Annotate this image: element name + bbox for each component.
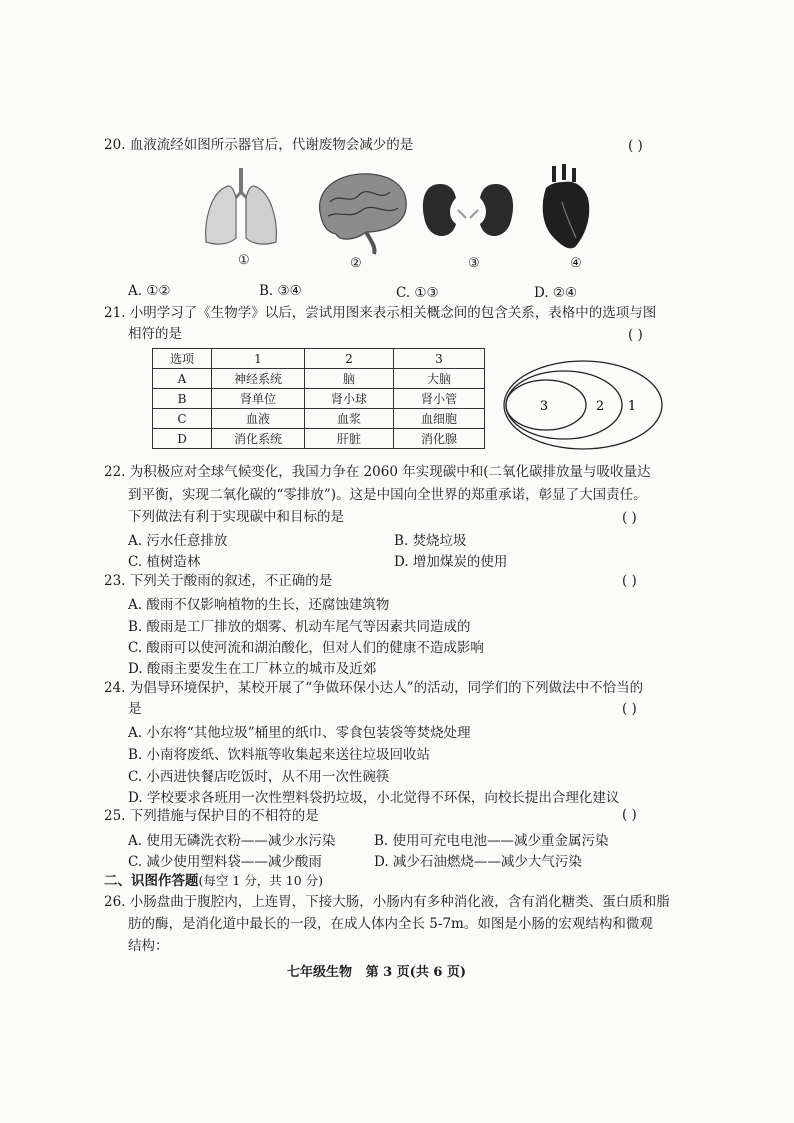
q21-stem-line-1: 21. 小明学习了《生物学》以后，尝试用图来表示相关概念间的包含关系，表格中的选项与图 [104,305,657,321]
table-cell: 2 [305,349,394,369]
q24-option-d: D. 学校要求各班用一次性塑料袋扔垃圾，小北觉得不环保，向校长提出合理化建议 [128,790,620,806]
q20-organs-figure [190,162,610,262]
table-cell: A [153,369,212,389]
table-cell: C [153,409,212,429]
table-cell: D [153,429,212,449]
table-cell: 1 [212,349,305,369]
q25-option-b: B. 使用可充电电池——减少重金属污染 [374,833,609,849]
table-cell: 血浆 [305,409,394,429]
table-cell: 消化腺 [394,429,485,449]
table-cell: B [153,389,212,409]
table-cell: 大脑 [394,369,485,389]
q24-stem-line-1: 24. 为倡导环境保护，某校开展了“争做环保小达人”的活动，同学们的下列做法中不恰当的 [104,680,644,696]
table-row [153,389,485,409]
q24-stem-line-2: 是 [128,701,142,717]
brain-icon [320,174,407,254]
q22-option-b: B. 焚烧垃圾 [394,533,467,549]
q25-option-d: D. 减少石油燃烧——减少大气污染 [374,854,582,870]
q21-venn-diagram [500,356,666,454]
q24-answer-paren: ( ) [622,701,637,717]
q20-option-d: D. ②④ [534,285,578,301]
q20-figure-label-2: ② [350,256,362,271]
q20-option-a: A. ①② [128,283,171,299]
q25-stem: 25. 下列措施与保护目的不相符的是 [104,808,319,824]
q23-option-c: C. 酸雨可以使河流和湖泊酸化，但对人们的健康不造成影响 [128,640,484,656]
q23-stem: 23. 下列关于酸雨的叙述，不正确的是 [104,573,333,589]
q22-option-a: A. 污水任意排放 [128,533,228,549]
table-header-row [153,349,485,369]
q25-option-c: C. 减少使用塑料袋——减少酸雨 [128,854,322,870]
q20-option-b: B. ③④ [259,283,302,299]
section-2-heading [104,872,323,890]
table-cell: 脑 [305,369,394,389]
q22-stem-line-3: 下列做法有利于实现碳中和目标的是 [128,509,344,525]
heart-icon [543,164,590,248]
q26-stem-line-2: 肪的酶，是消化道中最长的一段，在成人体内全长 5-7m。如图是小肠的宏观结构和微观 [128,916,653,932]
q23-option-a: A. 酸雨不仅影响植物的生长，还腐蚀建筑物 [128,597,390,613]
table-cell: 肾小球 [305,389,394,409]
kidneys-icon [423,184,513,236]
table-cell: 血液 [212,409,305,429]
q25-option-a: A. 使用无磷洗衣粉——减少水污染 [128,833,336,849]
q20-option-c: C. ①③ [396,285,439,301]
table-cell: 3 [394,349,485,369]
table-row [153,409,485,429]
section-2-title: 二、识图作答题 [104,873,199,889]
q22-stem-line-1: 22. 为积极应对全球气候变化，我国力争在 2060 年实现碳中和(二氧化碳排放量与吸收量达 [104,464,651,480]
q26-stem-line-1: 26. 小肠盘曲于腹腔内，上连胃，下接大肠，小肠内有多种消化液，含有消化糖类、蛋白质和脂 [104,894,670,910]
table-cell: 消化系统 [212,429,305,449]
q24-option-b: B. 小南将废纸、饮料瓶等收集起来送往垃圾回收站 [128,747,431,763]
page-footer: 七年级生物 第 3 页(共 6 页) [287,965,467,980]
q25-answer-paren: ( ) [622,807,637,823]
q20-figure-label-1: ① [238,253,250,268]
q22-option-d: D. 增加煤炭的使用 [394,554,508,570]
venn-label-3: 3 [539,399,549,414]
venn-label-2: 2 [595,399,605,414]
q22-option-c: C. 植树造林 [128,554,201,570]
table-cell: 选项 [153,349,212,369]
section-2-note: (每空 1 分，共 10 分) [198,873,324,888]
q20-stem: 20. 血液流经如图所示器官后，代谢废物会减少的是 [104,137,414,153]
q21-stem-line-2: 相符的是 [128,326,182,342]
q23-option-b: B. 酸雨是工厂排放的烟雾、机动车尾气等因素共同造成的 [128,619,471,635]
q22-answer-paren: ( ) [622,510,637,526]
table-cell: 神经系统 [212,369,305,389]
q21-answer-paren: ( ) [628,327,643,343]
lungs-icon [206,168,277,244]
table-cell: 血细胞 [394,409,485,429]
q20-answer-paren: ( ) [628,138,643,154]
q24-option-c: C. 小西进快餐店吃饭时，从不用一次性碗筷 [128,769,390,785]
q23-answer-paren: ( ) [622,573,637,589]
table-cell: 肾小管 [394,389,485,409]
table-cell: 肝脏 [305,429,394,449]
q22-stem-line-2: 到平衡，实现二氧化碳的“零排放”)。这是中国向全世界的郑重承诺，彰显了大国责任。 [128,487,647,503]
q23-option-d: D. 酸雨主要发生在工厂林立的城市及近郊 [128,661,377,677]
table-row [153,369,485,389]
q20-figure-label-4: ④ [570,256,582,271]
table-cell: 肾单位 [212,389,305,409]
q26-stem-line-3: 结构： [128,938,169,954]
q20-figure-label-3: ③ [468,256,480,271]
q21-table [152,348,485,449]
table-row [153,429,485,449]
venn-label-1: 1 [627,399,637,414]
q24-option-a: A. 小东将“其他垃圾”桶里的纸巾、零食包装袋等焚烧处理 [128,725,471,741]
